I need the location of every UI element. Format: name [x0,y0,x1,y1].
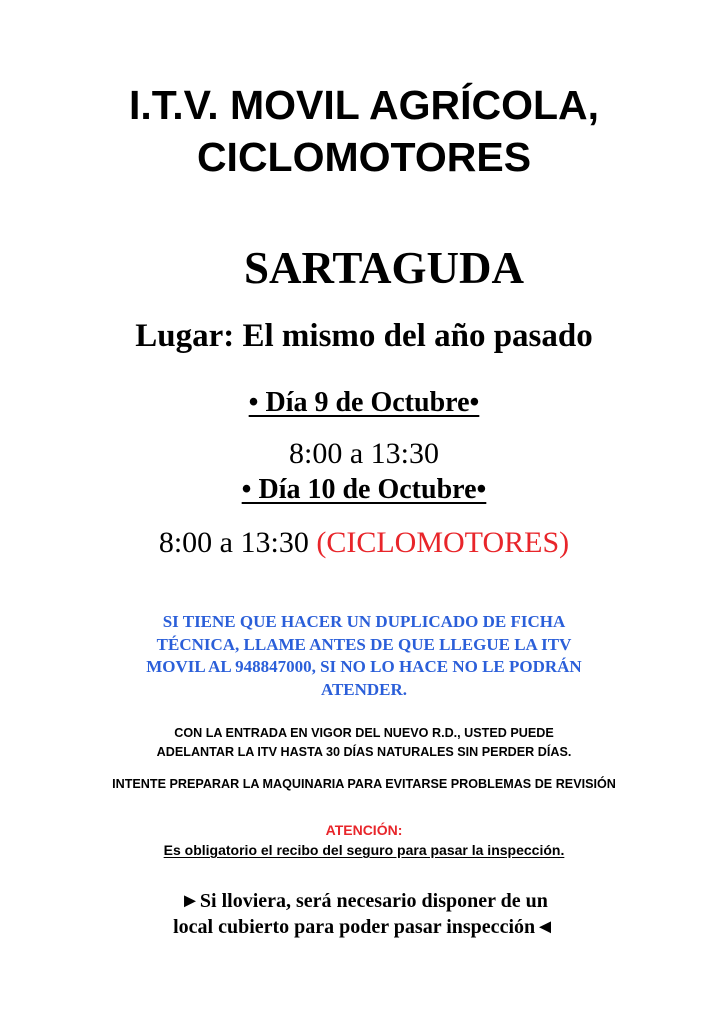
day-1-time: 8:00 a 13:30 [289,437,439,470]
rain-notice [0,888,728,940]
title-line-2: CICLOMOTORES [196,134,532,180]
rd-notice-line: ADELANTAR LA ITV HASTA 30 DÍAS NATURALES SIN PERDER DÍAS. [156,745,572,759]
day-1-heading [0,383,728,423]
day-2-note: (CICLOMOTORES) [316,526,570,559]
title-line-1: I.T.V. MOVIL AGRÍCOLA, [128,82,600,128]
rd-notice [0,724,728,762]
place-line: Lugar: El mismo del año pasado [135,318,593,354]
rain-notice-line: ►Si lloviera, será necesario disponer de un [180,890,548,912]
day-2-label: • Día 10 de Octubre• [241,474,487,505]
duplicate-notice-line: SI TIENE QUE HACER UN DUPLICADO DE FICHA [162,612,566,631]
duplicate-notice-line: ATENDER. [320,679,408,699]
rain-notice-line: local cubierto para poder pasar inspección◄ [173,916,555,938]
day-2-time: 8:00 a 13:30 [158,526,309,559]
prep-notice: INTENTE PREPARAR LA MAQUINARIA PARA EVITARSE PROBLEMAS DE REVISIÓN [112,777,616,791]
day-2-heading [0,470,728,510]
duplicate-notice-line: MOVIL AL 948847000, SI NO LO HACE NO LE PODRÁN [146,657,582,676]
rd-notice-line: CON LA ENTRADA EN VIGOR DEL NUEVO R.D., USTED PUEDE [174,726,554,740]
attention-label: ATENCIÓN: [325,822,403,838]
duplicate-notice [0,611,728,701]
day-1-label: • Día 9 de Octubre• [248,387,480,418]
day-2-time-line [0,522,728,564]
duplicate-notice-line: TÉCNICA, LLAME ANTES DE QUE LLEGUE LA ITV [156,634,572,654]
attention-text-line [0,840,728,860]
town-name: SARTAGUDA [243,243,525,293]
attention-text: Es obligatorio el recibo del seguro para pasar la inspección. [163,842,565,858]
